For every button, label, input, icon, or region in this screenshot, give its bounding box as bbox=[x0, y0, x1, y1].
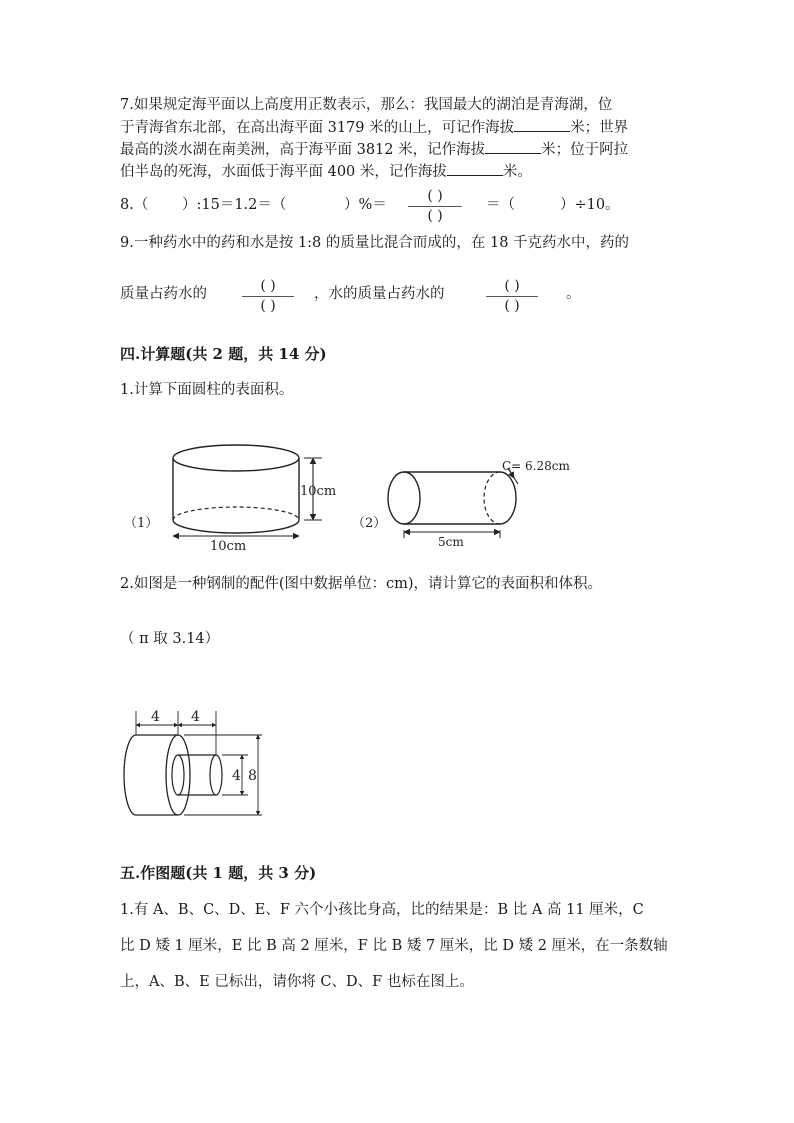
fig2-circumference-label: C= 6.28cm bbox=[502, 459, 570, 473]
q7-line3 bbox=[120, 143, 628, 158]
section4-q2: 2.如图是一种钢制的配件(图中数据单位：cm)，请计算它的表面积和体积。 bbox=[120, 576, 603, 592]
answer-blank-1[interactable] bbox=[514, 130, 570, 132]
fig2-length-label: 5cm bbox=[438, 535, 464, 549]
q8-part1: 8.（ bbox=[120, 197, 149, 213]
fraction-denominator: ( ) bbox=[260, 298, 276, 314]
fraction-denominator: ( ) bbox=[504, 298, 520, 314]
fraction-numerator: ( ) bbox=[504, 278, 520, 294]
section4-heading: 四.计算题(共 2 题，共 14 分) bbox=[120, 345, 327, 363]
q8-part3: ）%＝ bbox=[344, 197, 387, 213]
q9-line2-mid: ，水的质量占药水的 bbox=[314, 286, 445, 302]
q8-fraction[interactable] bbox=[408, 188, 462, 224]
steel-part-figure bbox=[118, 705, 278, 820]
section5-line1: 1.有 A、B、C、D、E、F 六个小孩比身高，比的结果是：B 比 A 高 11 厘米，C bbox=[120, 902, 644, 918]
cylinder-2 bbox=[388, 468, 518, 538]
q9-fraction-2[interactable] bbox=[486, 278, 538, 314]
q7-line2-text: 于青海省东北部，在高出海平面 3179 米的山上，可记作海拔 bbox=[120, 120, 515, 136]
q7-line4 bbox=[120, 165, 532, 180]
q7-line3-text: 最高的淡水湖在南美洲，高于海平面 3812 米，记作海拔 bbox=[120, 142, 486, 158]
q8-part2: ）:15＝1.2＝（ bbox=[182, 197, 287, 213]
pi-note: （ π 取 3.14） bbox=[120, 631, 220, 647]
q8-part4: ＝（ bbox=[486, 197, 515, 213]
fraction-bar bbox=[408, 206, 462, 207]
fig3-dim-right: 4 bbox=[191, 709, 200, 725]
fig3-dim-big: 8 bbox=[248, 768, 257, 784]
fig1-height-label: 10cm bbox=[300, 484, 337, 499]
cylinder-figures bbox=[110, 440, 590, 560]
fig3-dim-left: 4 bbox=[151, 709, 160, 725]
fig1-width-label: 10cm bbox=[210, 539, 247, 554]
fig2-label: （2） bbox=[352, 516, 387, 531]
fig3-dim-small: 4 bbox=[232, 768, 241, 784]
q7-line2-tail: 米；世界 bbox=[570, 120, 629, 136]
fraction-denominator: ( ) bbox=[427, 208, 443, 224]
fraction-bar bbox=[242, 296, 294, 297]
small-cylinder bbox=[172, 755, 222, 795]
q9-line2-start: 质量占药水的 bbox=[120, 286, 207, 302]
q8-part5: ）÷10。 bbox=[560, 197, 620, 213]
fraction-numerator: ( ) bbox=[260, 278, 276, 294]
q7-line4-text: 伯半岛的死海，水面低于海平面 400 米，记作海拔 bbox=[120, 164, 447, 180]
section4-q1: 1.计算下面圆柱的表面积。 bbox=[120, 382, 294, 398]
fraction-numerator: ( ) bbox=[427, 188, 443, 204]
section5-line3: 上，A、B、E 已标出，请你将 C、D、F 也标在图上。 bbox=[120, 974, 474, 990]
q7-line4-tail: 米。 bbox=[502, 164, 532, 180]
q7-line3-tail: 米；位于阿拉 bbox=[541, 142, 629, 158]
q7-line1: 7.如果规定海平面以上高度用正数表示，那么：我国最大的湖泊是青海湖，位 bbox=[120, 97, 613, 113]
q9-fraction-1[interactable] bbox=[242, 278, 294, 314]
q7-line2 bbox=[120, 121, 628, 136]
answer-blank-2[interactable] bbox=[485, 152, 541, 154]
fig1-label: （1） bbox=[124, 516, 159, 531]
fraction-bar bbox=[486, 296, 538, 297]
q9-line1: 9.一种药水中的药和水是按 1:8 的质量比混合而成的，在 18 千克药水中，药的 bbox=[120, 235, 630, 251]
q9-line2-end: 。 bbox=[566, 286, 581, 302]
section5-heading: 五.作图题(共 1 题，共 3 分) bbox=[120, 864, 317, 882]
section5-line2: 比 D 矮 1 厘米，E 比 B 高 2 厘米，F 比 B 矮 7 厘米，比 D 矮 2 厘米，在一条数轴 bbox=[120, 938, 668, 954]
answer-blank-3[interactable] bbox=[447, 174, 503, 176]
